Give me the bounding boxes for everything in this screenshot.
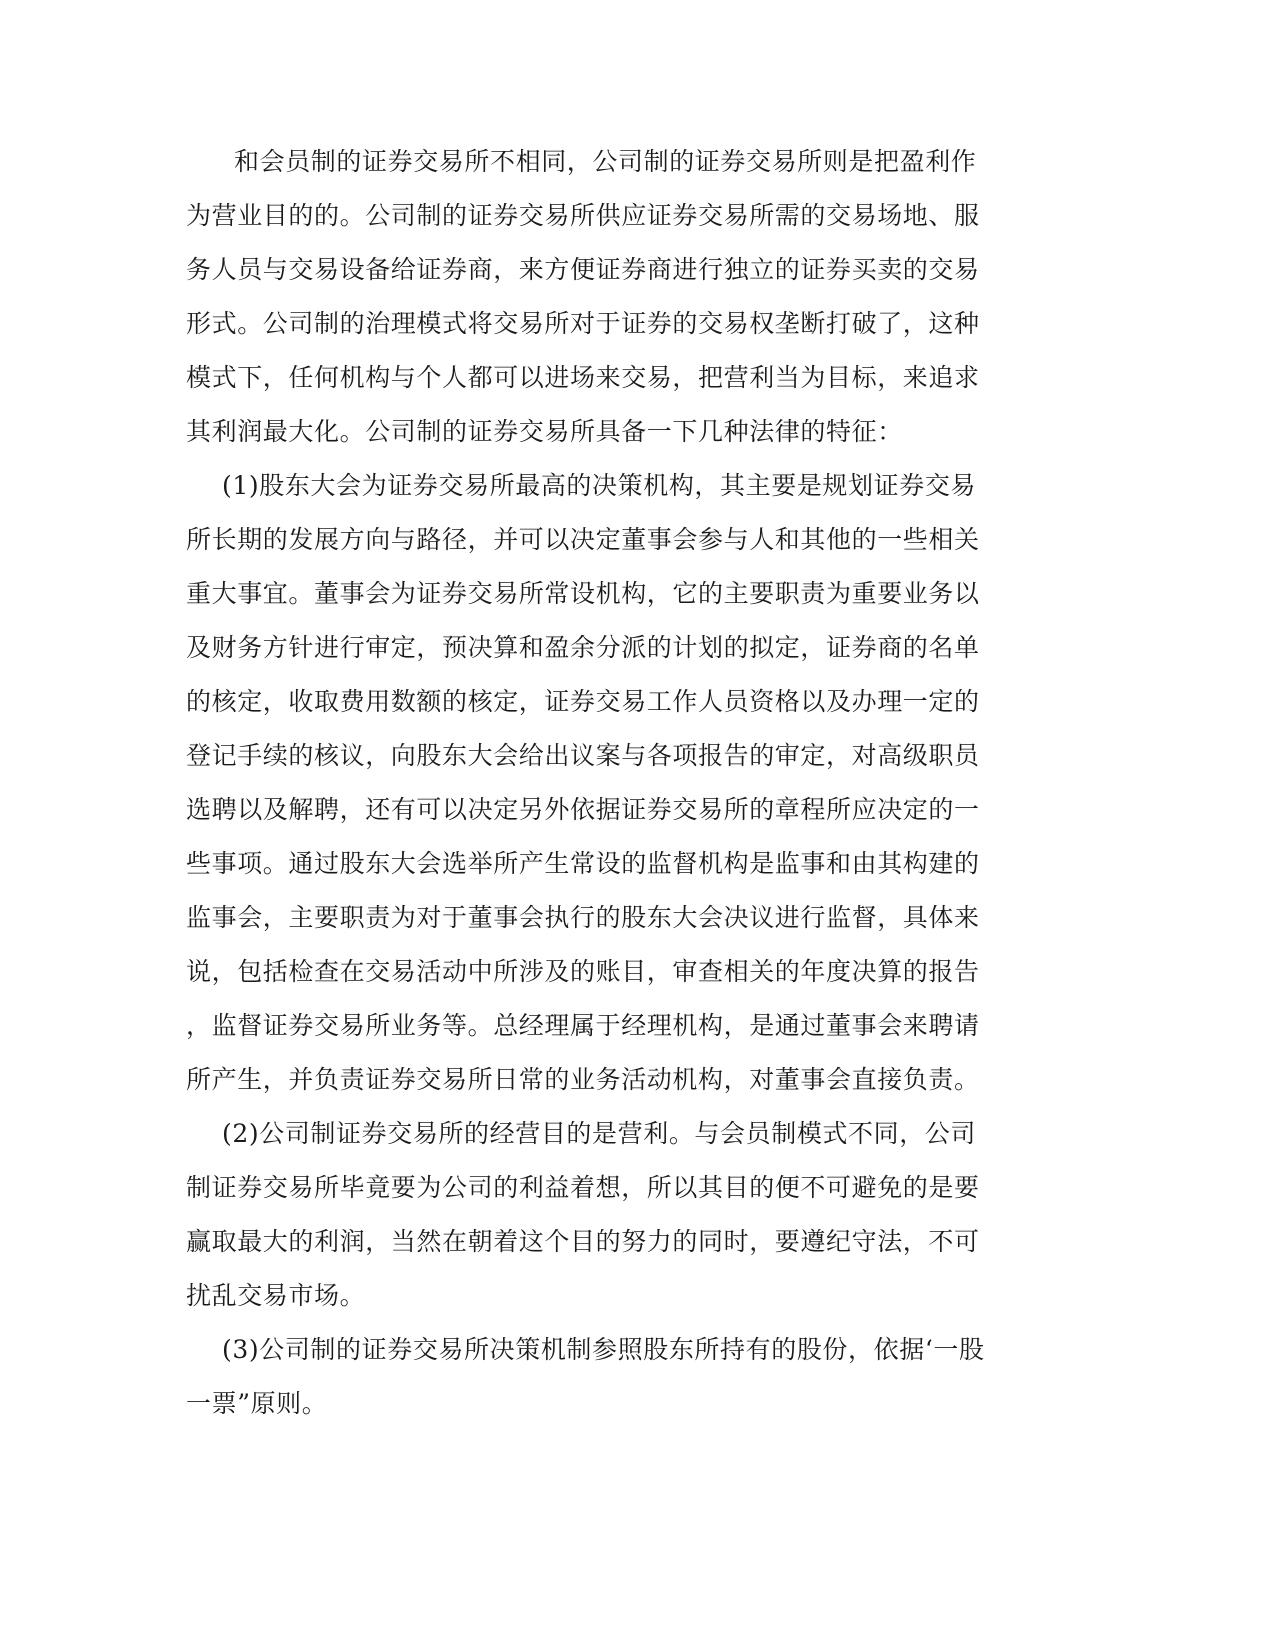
paragraph-1-line: 和会员制的证券交易所不相同，公司制的证券交易所则是把盈利作: [234, 147, 977, 176]
paragraph-2-line: 些事项。通过股东大会选举所产生常设的监督机构是监事和由其构建的: [186, 849, 980, 878]
paragraph-1-line: 其利润最大化。公司制的证券交易所具备一下几种法律的特征：: [186, 417, 903, 446]
paragraph-2-line: 的核定，收取费用数额的核定，证券交易工作人员资格以及办理一定的: [186, 687, 980, 716]
paragraph-4-line: 一票”原则。: [186, 1389, 328, 1418]
paragraph-2-line: 监事会，主要职责为对于董事会执行的股东大会决议进行监督，具体来: [186, 903, 980, 932]
paragraph-2-line: 所产生，并负责证券交易所日常的业务活动机构，对董事会直接负责。: [186, 1065, 980, 1094]
paragraph-1-line: 形式。公司制的治理模式将交易所对于证券的交易权垄断打破了，这种: [186, 309, 980, 338]
paragraph-3-line: 扰乱交易市场。: [186, 1281, 366, 1310]
paragraph-2-line: 说，包括检查在交易活动中所涉及的账目，审查相关的年度决算的报告: [186, 957, 980, 986]
paragraph-3-line: 制证券交易所毕竟要为公司的利益着想，所以其目的便不可避免的是要: [186, 1173, 980, 1202]
paragraph-2-line: 所长期的发展方向与路径，并可以决定董事会参与人和其他的一些相关: [186, 525, 980, 554]
paragraph-3-line: 赢取最大的利润，当然在朝着这个目的努力的同时，要遵纪守法，不可: [186, 1227, 980, 1256]
paragraph-2-line: 登记手续的核议，向股东大会给出议案与各项报告的审定，对高级职员: [186, 741, 980, 770]
paragraph-2-line: (1)股东大会为证券交易所最高的决策机构，其主要是规划证券交易: [222, 471, 977, 500]
paragraph-4-line: (3)公司制的证券交易所决策机制参照股东所持有的股份，依据‘一股: [222, 1335, 985, 1364]
paragraph-2-line: 重大事宜。董事会为证券交易所常设机构，它的主要职责为重要业务以: [186, 579, 980, 608]
paragraph-2-line: ，监督证券交易所业务等。总经理属于经理机构，是通过董事会来聘请: [186, 1011, 980, 1040]
paragraph-1-line: 为营业目的的。公司制的证券交易所供应证券交易所需的交易场地、服: [186, 201, 980, 230]
paragraph-2-line: 选聘以及解聘，还有可以决定另外依据证券交易所的章程所应决定的一: [186, 795, 980, 824]
paragraph-3-line: (2)公司制证券交易所的经营目的是营利。与会员制模式不同，公司: [222, 1119, 977, 1148]
paragraph-2-line: 及财务方针进行审定，预决算和盈余分派的计划的拟定，证券商的名单: [186, 633, 980, 662]
paragraph-1-line: 模式下，任何机构与个人都可以进场来交易，把营利当为目标，来追求: [186, 363, 980, 392]
paragraph-1-line: 务人员与交易设备给证券商，来方便证券商进行独立的证券买卖的交易: [186, 255, 980, 284]
